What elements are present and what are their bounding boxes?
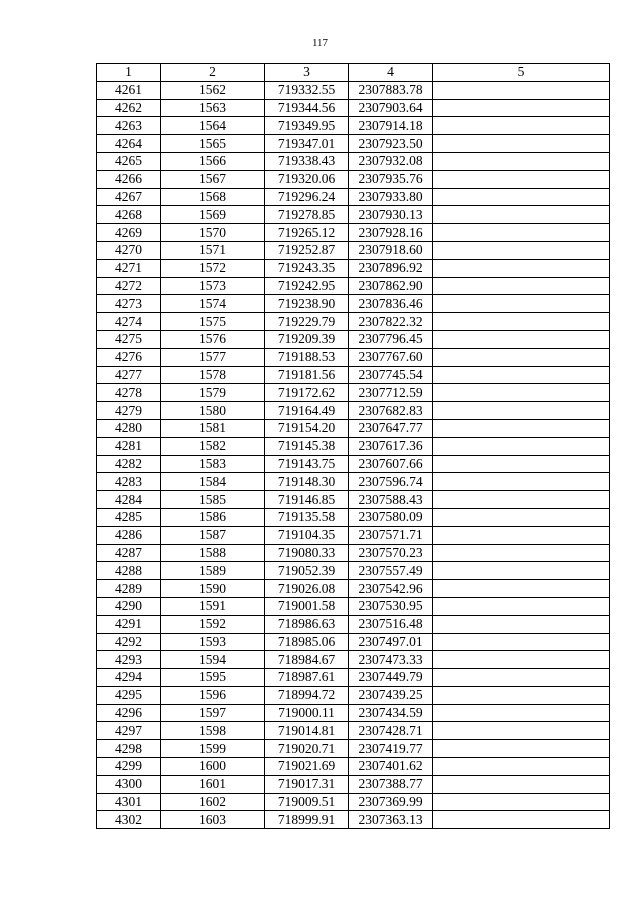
table-cell-col-4: 2307923.50 [349,135,433,153]
table-cell-col-1: 4300 [97,775,161,793]
table-row [97,277,610,295]
table-cell-col-3: 719238.90 [265,295,349,313]
table-cell-col-3: 719278.85 [265,206,349,224]
table-cell-col-5 [433,313,610,331]
table-row [97,562,610,580]
table-row [97,99,610,117]
table-cell-col-4: 2307388.77 [349,775,433,793]
table-cell-col-5 [433,544,610,562]
table-cell-col-4: 2307369.99 [349,793,433,811]
table-cell-col-4: 2307712.59 [349,384,433,402]
table-cell-col-1: 4293 [97,651,161,669]
column-header-3: 3 [265,64,349,82]
table-cell-col-3: 719243.35 [265,259,349,277]
table-row [97,188,610,206]
table-row [97,722,610,740]
table-cell-col-1: 4299 [97,758,161,776]
table-row [97,508,610,526]
table-cell-col-1: 4261 [97,81,161,99]
table-cell-col-2: 1582 [161,437,265,455]
table-cell-col-5 [433,580,610,598]
table-cell-col-1: 4274 [97,313,161,331]
table-cell-col-5 [433,152,610,170]
table-cell-col-2: 1588 [161,544,265,562]
table-cell-col-1: 4301 [97,793,161,811]
table-cell-col-5 [433,526,610,544]
table-row [97,259,610,277]
table-cell-col-4: 2307745.54 [349,366,433,384]
table-cell-col-5 [433,722,610,740]
table-cell-col-2: 1572 [161,259,265,277]
table-cell-col-2: 1577 [161,348,265,366]
table-row [97,170,610,188]
table-cell-col-5 [433,651,610,669]
table-cell-col-5 [433,384,610,402]
table-cell-col-2: 1569 [161,206,265,224]
table-cell-col-3: 719338.43 [265,152,349,170]
table-cell-col-3: 719252.87 [265,241,349,259]
table-cell-col-5 [433,241,610,259]
table-cell-col-4: 2307419.77 [349,740,433,758]
table-cell-col-3: 719009.51 [265,793,349,811]
table-row [97,455,610,473]
table-row [97,81,610,99]
table-cell-col-5 [433,562,610,580]
table-cell-col-5 [433,704,610,722]
table-cell-col-4: 2307473.33 [349,651,433,669]
table-cell-col-2: 1600 [161,758,265,776]
table-cell-col-4: 2307883.78 [349,81,433,99]
table-row [97,704,610,722]
table-cell-col-4: 2307449.79 [349,669,433,687]
page-number: 117 [311,37,329,49]
table-cell-col-5 [433,473,610,491]
table-cell-col-2: 1583 [161,455,265,473]
table-cell-col-2: 1571 [161,241,265,259]
table-cell-col-4: 2307932.08 [349,152,433,170]
table-cell-col-2: 1566 [161,152,265,170]
column-header-2: 2 [161,64,265,82]
table-cell-col-2: 1568 [161,188,265,206]
table-cell-col-2: 1591 [161,597,265,615]
table-cell-col-1: 4269 [97,224,161,242]
table-cell-col-2: 1595 [161,669,265,687]
table-cell-col-4: 2307767.60 [349,348,433,366]
table-cell-col-4: 2307647.77 [349,419,433,437]
table-cell-col-4: 2307930.13 [349,206,433,224]
table-row [97,419,610,437]
table-cell-col-5 [433,455,610,473]
table-cell-col-5 [433,508,610,526]
table-cell-col-4: 2307836.46 [349,295,433,313]
table-row [97,775,610,793]
table-row [97,615,610,633]
table-row [97,384,610,402]
table-cell-col-5 [433,224,610,242]
table-cell-col-5 [433,740,610,758]
table-cell-col-2: 1573 [161,277,265,295]
table-cell-col-2: 1576 [161,330,265,348]
table-cell-col-1: 4295 [97,686,161,704]
table-cell-col-4: 2307571.71 [349,526,433,544]
table-cell-col-1: 4265 [97,152,161,170]
table-cell-col-1: 4291 [97,615,161,633]
table-cell-col-1: 4279 [97,402,161,420]
table-cell-col-3: 719052.39 [265,562,349,580]
table-cell-col-3: 719242.95 [265,277,349,295]
table-cell-col-5 [433,491,610,509]
table-cell-col-4: 2307530.95 [349,597,433,615]
table-cell-col-2: 1584 [161,473,265,491]
table-cell-col-3: 719347.01 [265,135,349,153]
table-row [97,686,610,704]
table-cell-col-2: 1581 [161,419,265,437]
table-cell-col-2: 1574 [161,295,265,313]
table-cell-col-5 [433,330,610,348]
table-cell-col-1: 4278 [97,384,161,402]
table-cell-col-2: 1599 [161,740,265,758]
table-cell-col-3: 718984.67 [265,651,349,669]
table-cell-col-5 [433,615,610,633]
table-row [97,811,610,829]
table-cell-col-3: 718999.91 [265,811,349,829]
table-header-row [97,64,610,82]
table-cell-col-2: 1592 [161,615,265,633]
table-cell-col-1: 4268 [97,206,161,224]
table-cell-col-1: 4275 [97,330,161,348]
table-cell-col-3: 719145.38 [265,437,349,455]
table-row [97,491,610,509]
table-row [97,437,610,455]
table-cell-col-5 [433,348,610,366]
table-cell-col-4: 2307933.80 [349,188,433,206]
table-cell-col-1: 4288 [97,562,161,580]
table-cell-col-4: 2307363.13 [349,811,433,829]
table-cell-col-2: 1602 [161,793,265,811]
table-cell-col-3: 719349.95 [265,117,349,135]
table-cell-col-2: 1590 [161,580,265,598]
table-cell-col-1: 4282 [97,455,161,473]
table-cell-col-3: 719143.75 [265,455,349,473]
table-cell-col-5 [433,135,610,153]
table-cell-col-2: 1570 [161,224,265,242]
table-cell-col-3: 719080.33 [265,544,349,562]
table-cell-col-4: 2307903.64 [349,99,433,117]
table-cell-col-1: 4272 [97,277,161,295]
table-cell-col-3: 718986.63 [265,615,349,633]
table-row [97,117,610,135]
table-row [97,241,610,259]
table-cell-col-4: 2307617.36 [349,437,433,455]
table-cell-col-3: 719014.81 [265,722,349,740]
table-row [97,473,610,491]
table-cell-col-1: 4292 [97,633,161,651]
table-cell-col-5 [433,419,610,437]
table-cell-col-1: 4296 [97,704,161,722]
table-cell-col-3: 719146.85 [265,491,349,509]
table-cell-col-3: 719164.49 [265,402,349,420]
table-cell-col-5 [433,811,610,829]
table-row [97,313,610,331]
table-cell-col-4: 2307918.60 [349,241,433,259]
table-cell-col-5 [433,402,610,420]
table-cell-col-5 [433,81,610,99]
table-cell-col-2: 1597 [161,704,265,722]
table-cell-col-5 [433,117,610,135]
table-row [97,348,610,366]
table-cell-col-4: 2307862.90 [349,277,433,295]
table-row [97,633,610,651]
table-cell-col-3: 719020.71 [265,740,349,758]
table-row [97,740,610,758]
table-cell-col-5 [433,437,610,455]
table-cell-col-1: 4264 [97,135,161,153]
table-cell-col-3: 719001.58 [265,597,349,615]
table-cell-col-2: 1598 [161,722,265,740]
table-row [97,597,610,615]
column-header-4: 4 [349,64,433,82]
table-body [97,81,610,828]
table-cell-col-2: 1603 [161,811,265,829]
table-cell-col-2: 1562 [161,81,265,99]
table-cell-col-3: 719154.20 [265,419,349,437]
table-row [97,669,610,687]
table-cell-col-4: 2307434.59 [349,704,433,722]
table-cell-col-5 [433,259,610,277]
table-cell-col-4: 2307896.92 [349,259,433,277]
table-cell-col-5 [433,669,610,687]
table-row [97,224,610,242]
table-row [97,793,610,811]
table-cell-col-1: 4287 [97,544,161,562]
table-cell-col-3: 718987.61 [265,669,349,687]
table-cell-col-2: 1593 [161,633,265,651]
table-cell-col-1: 4267 [97,188,161,206]
table-cell-col-4: 2307596.74 [349,473,433,491]
coordinates-table [96,63,610,829]
table-row [97,295,610,313]
table-cell-col-1: 4263 [97,117,161,135]
table-row [97,135,610,153]
table-cell-col-3: 719188.53 [265,348,349,366]
table-cell-col-1: 4271 [97,259,161,277]
table-cell-col-5 [433,188,610,206]
table-cell-col-4: 2307557.49 [349,562,433,580]
table-row [97,402,610,420]
table-cell-col-1: 4294 [97,669,161,687]
table-cell-col-2: 1578 [161,366,265,384]
table-cell-col-5 [433,597,610,615]
table-cell-col-1: 4277 [97,366,161,384]
table-cell-col-1: 4266 [97,170,161,188]
table-cell-col-3: 719000.11 [265,704,349,722]
table-cell-col-1: 4289 [97,580,161,598]
table-row [97,526,610,544]
table-cell-col-1: 4284 [97,491,161,509]
table-cell-col-5 [433,758,610,776]
table-row [97,152,610,170]
table-cell-col-4: 2307822.32 [349,313,433,331]
table-cell-col-1: 4281 [97,437,161,455]
table-cell-col-5 [433,99,610,117]
column-header-5: 5 [433,64,610,82]
table-cell-col-3: 719296.24 [265,188,349,206]
table-cell-col-4: 2307516.48 [349,615,433,633]
table-cell-col-2: 1587 [161,526,265,544]
table-cell-col-2: 1567 [161,170,265,188]
table-cell-col-2: 1586 [161,508,265,526]
table-cell-col-5 [433,775,610,793]
table-cell-col-2: 1601 [161,775,265,793]
table-cell-col-5 [433,366,610,384]
table-cell-col-3: 718994.72 [265,686,349,704]
column-header-1: 1 [97,64,161,82]
table-cell-col-1: 4273 [97,295,161,313]
table-cell-col-4: 2307497.01 [349,633,433,651]
table-cell-col-3: 719172.62 [265,384,349,402]
table-cell-col-4: 2307580.09 [349,508,433,526]
table-cell-col-4: 2307796.45 [349,330,433,348]
table-cell-col-2: 1580 [161,402,265,420]
table-cell-col-3: 719181.56 [265,366,349,384]
table-cell-col-2: 1594 [161,651,265,669]
table-cell-col-4: 2307428.71 [349,722,433,740]
table-cell-col-4: 2307401.62 [349,758,433,776]
table-cell-col-3: 719017.31 [265,775,349,793]
table-cell-col-5 [433,295,610,313]
table-row [97,366,610,384]
table-cell-col-2: 1563 [161,99,265,117]
table-cell-col-1: 4298 [97,740,161,758]
table-cell-col-4: 2307570.23 [349,544,433,562]
table-cell-col-1: 4262 [97,99,161,117]
table-cell-col-3: 719148.30 [265,473,349,491]
table-cell-col-2: 1589 [161,562,265,580]
table-cell-col-5 [433,206,610,224]
table-cell-col-4: 2307607.66 [349,455,433,473]
table-cell-col-4: 2307914.18 [349,117,433,135]
table-cell-col-5 [433,686,610,704]
table-cell-col-5 [433,633,610,651]
table-cell-col-1: 4270 [97,241,161,259]
table-cell-col-4: 2307542.96 [349,580,433,598]
table-row [97,544,610,562]
table-cell-col-4: 2307439.25 [349,686,433,704]
table-cell-col-3: 719026.08 [265,580,349,598]
table-cell-col-2: 1565 [161,135,265,153]
table-cell-col-3: 719021.69 [265,758,349,776]
table-cell-col-4: 2307588.43 [349,491,433,509]
table-cell-col-2: 1596 [161,686,265,704]
table-cell-col-1: 4297 [97,722,161,740]
table-row [97,758,610,776]
table-cell-col-3: 719229.79 [265,313,349,331]
table-cell-col-2: 1579 [161,384,265,402]
table-cell-col-3: 718985.06 [265,633,349,651]
table-cell-col-4: 2307935.76 [349,170,433,188]
table-cell-col-1: 4283 [97,473,161,491]
table-cell-col-2: 1585 [161,491,265,509]
table-cell-col-4: 2307682.83 [349,402,433,420]
table-cell-col-3: 719320.06 [265,170,349,188]
table-cell-col-3: 719135.58 [265,508,349,526]
table-row [97,580,610,598]
table-cell-col-2: 1575 [161,313,265,331]
table-cell-col-1: 4286 [97,526,161,544]
table-cell-col-5 [433,277,610,295]
table-cell-col-3: 719344.56 [265,99,349,117]
table-cell-col-1: 4285 [97,508,161,526]
table-row [97,206,610,224]
table-cell-col-1: 4290 [97,597,161,615]
table-cell-col-5 [433,793,610,811]
table-cell-col-1: 4302 [97,811,161,829]
table-cell-col-2: 1564 [161,117,265,135]
table-row [97,651,610,669]
table-cell-col-5 [433,170,610,188]
table-row [97,330,610,348]
table-cell-col-3: 719209.39 [265,330,349,348]
table-cell-col-3: 719332.55 [265,81,349,99]
table-cell-col-1: 4276 [97,348,161,366]
table-cell-col-4: 2307928.16 [349,224,433,242]
table-cell-col-1: 4280 [97,419,161,437]
table-cell-col-3: 719265.12 [265,224,349,242]
table-cell-col-3: 719104.35 [265,526,349,544]
